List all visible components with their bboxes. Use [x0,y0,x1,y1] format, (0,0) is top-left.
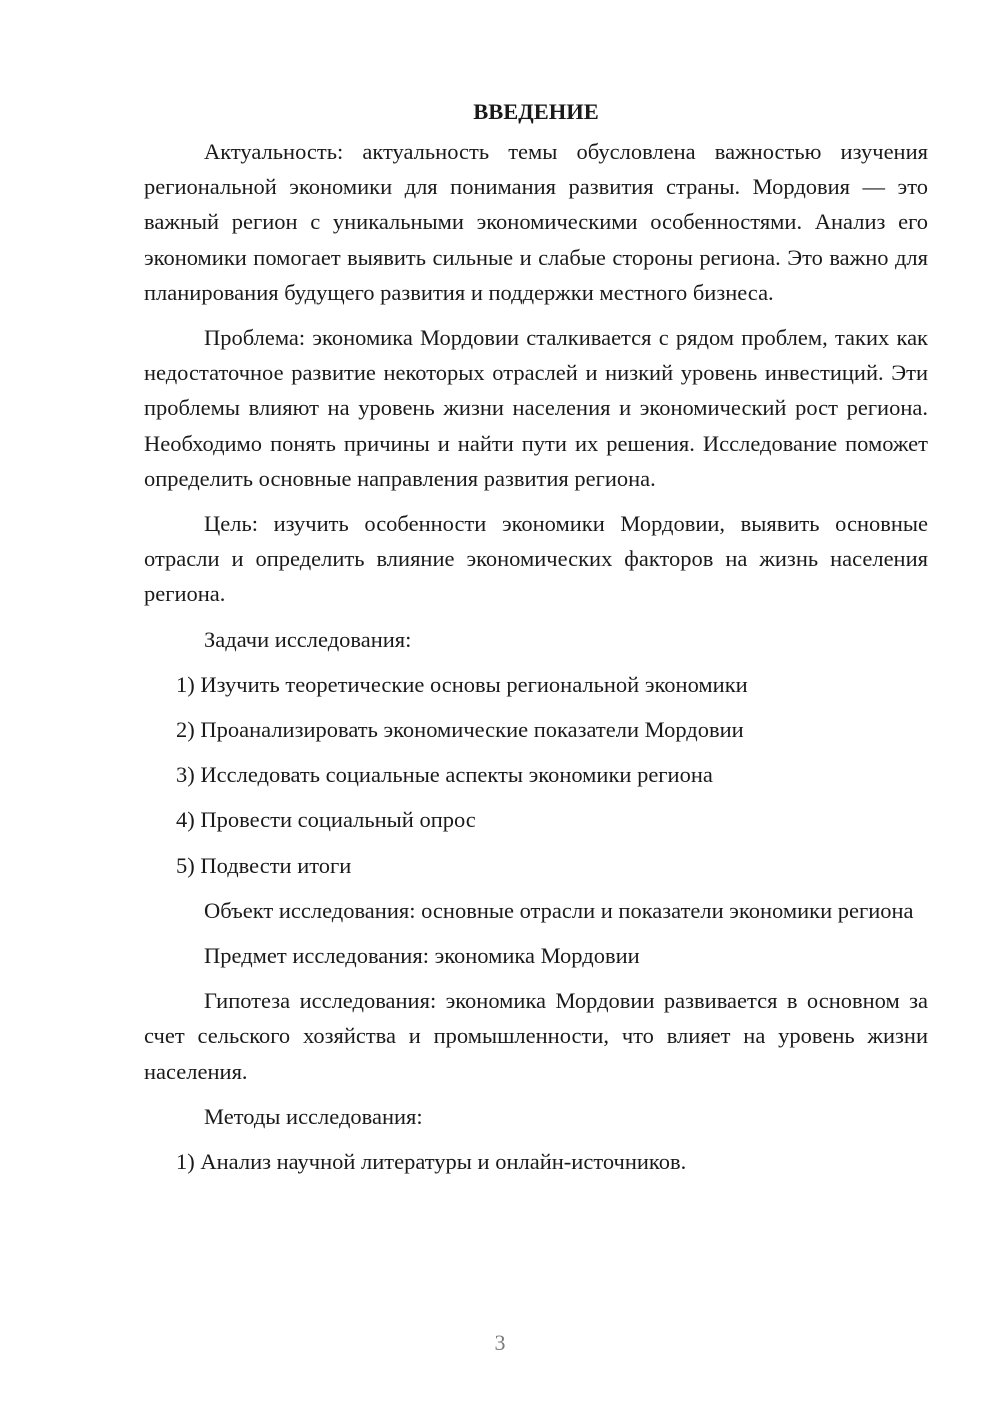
page-number: 3 [494,1330,506,1355]
hypothesis-paragraph: Гипотеза исследования: экономика Мордовии развивается в основном за счет сельского хозяйства и промышленности, что влияет на уровень жизни населения. [144,988,928,1084]
subject-paragraph: Предмет исследования: экономика Мордовии [204,943,640,969]
page-content [144,96,928,1189]
task-item: 3) Исследовать социальные аспекты экономики региона [176,762,713,788]
task-item: 5) Подвести итоги [176,852,352,878]
task-item: 1) Изучить теоретические основы региональной экономики [176,671,748,697]
tasks-heading: Задачи исследования: [204,626,412,652]
problem-paragraph: Проблема: экономика Мордовии сталкивается с рядом проблем, таких как недостаточное развитие некоторых отраслей и низкий уровень инвестиций. Эти проблемы влияют на уровень жизни населения и экономический рост региона. Необходимо понять причины и найти пути их решения. Исследование поможет определить основные направления развития региона. [144,325,928,491]
actuality-paragraph: Актуальность: актуальность темы обусловлена важностью изучения региональной экономики для понимания развития страны. Мордовия — это важный регион с уникальными экономическими особенностями. Анализ его экономики помогает выявить сильные и слабые стороны региона. Это важно для планирования будущего развития и поддержки местного бизнеса. [144,139,928,305]
methods-heading: Методы исследования: [204,1103,423,1129]
task-item: 2) Проанализировать экономические показатели Мордовии [176,717,744,743]
section-title: ВВЕДЕНИЕ [473,99,599,124]
goal-paragraph: Цель: изучить особенности экономики Мордовии, выявить основные отрасли и определить влияние экономических факторов на жизнь населения региона. [144,511,928,607]
object-paragraph: Объект исследования: основные отрасли и показатели экономики региона [204,897,914,923]
task-item: 4) Провести социальный опрос [176,807,476,833]
method-item: 1) Анализ научной литературы и онлайн-источников. [176,1149,687,1175]
